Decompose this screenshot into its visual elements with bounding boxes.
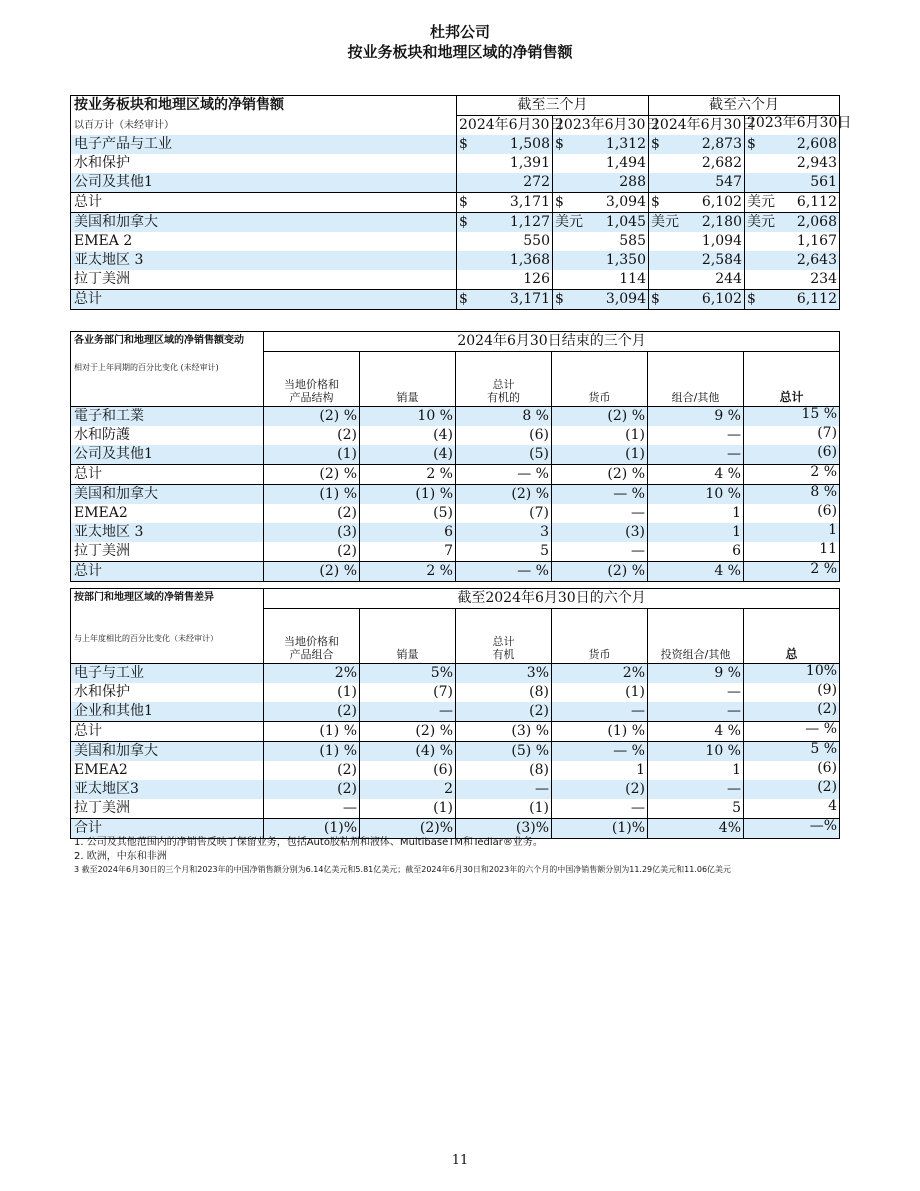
value-cell: (2) [456, 702, 552, 722]
value-cell: — [552, 542, 648, 562]
row-label: 电子产品与工业 [71, 135, 457, 154]
cell-value: 234 [810, 271, 837, 287]
value-cell: (1) % [264, 722, 360, 742]
value-cell: (3)% [456, 819, 552, 839]
currency-symbol: 美元 [651, 214, 679, 230]
value-cell [457, 232, 553, 251]
value-cell: (5) [456, 445, 552, 465]
value-cell: (1) [264, 683, 360, 702]
value-cell: (2) [264, 426, 360, 445]
value-cell: (6) [744, 445, 840, 465]
value-cell: (4) [360, 445, 456, 465]
value-cell: 4 % [648, 465, 744, 485]
table3-col-header: 总计 有机 [456, 609, 552, 664]
value-cell: 10 % [648, 485, 744, 505]
value-cell [745, 251, 840, 270]
value-cell: 1 [648, 504, 744, 523]
currency-symbol: $ [651, 136, 660, 152]
row-label: 電子和工業 [71, 407, 264, 427]
currency-symbol: 美元 [747, 194, 775, 210]
value-cell: (3) [264, 523, 360, 542]
value-cell [649, 290, 745, 310]
cell-value: 561 [810, 174, 837, 190]
value-cell: — [264, 799, 360, 819]
cell-value: 2,584 [701, 252, 742, 268]
cell-value: 1,127 [509, 214, 550, 230]
value-cell: (2) [264, 504, 360, 523]
table1-col-header: 2024年6月30日 [457, 116, 553, 136]
company-title: 杜邦公司 [429, 23, 490, 41]
value-cell [649, 213, 745, 233]
table3-period: 截至2024年6月30日的六个月 [264, 589, 840, 609]
table-row [71, 270, 840, 290]
value-cell: 15 % [744, 407, 840, 427]
value-cell: 4 % [648, 722, 744, 742]
page-title: 按业务板块和地理区域的净销售额 [347, 43, 573, 61]
footnote-2: 2. 欧洲，中东和非洲 [74, 851, 167, 862]
row-label: 水和保护 [74, 155, 130, 171]
three-month-variance-table [70, 331, 840, 582]
row-label: EMEA2 [74, 505, 128, 521]
table-row [71, 485, 840, 505]
value-cell: 6 [360, 523, 456, 542]
row-label: EMEA2 [74, 762, 128, 778]
value-cell: (1) % [552, 722, 648, 742]
value-cell: (2) [744, 702, 840, 722]
value-cell: (2) % [264, 465, 360, 485]
table2-col-header: 销量 [360, 352, 456, 407]
value-cell: (3) [552, 523, 648, 542]
cell-value: 2,643 [796, 252, 837, 268]
value-cell [745, 173, 840, 193]
table3-col-header: 当地价格和 产品组合 [264, 609, 360, 664]
table2-period: 2024年6月30日结束的三个月 [264, 332, 840, 352]
table-row [71, 562, 840, 582]
value-cell: (1) [552, 426, 648, 445]
value-cell: — % [552, 742, 648, 762]
value-cell [553, 290, 649, 310]
value-cell [553, 135, 649, 154]
table-row [71, 154, 840, 173]
cell-value: 1,391 [509, 155, 550, 171]
value-cell: 2 [360, 780, 456, 799]
value-cell: 2 % [360, 562, 456, 582]
value-cell [745, 270, 840, 290]
cell-value: 1,494 [605, 155, 646, 171]
value-cell [553, 270, 649, 290]
table-row [71, 290, 840, 310]
currency-symbol: $ [459, 194, 468, 210]
cell-value: 1,368 [509, 252, 550, 268]
currency-symbol: $ [555, 136, 564, 152]
value-cell [745, 290, 840, 310]
row-label: 亚太地区 3 [71, 523, 264, 542]
value-cell: 6 [648, 542, 744, 562]
value-cell: — [360, 702, 456, 722]
table-row [71, 173, 840, 193]
value-cell: 7 [360, 542, 456, 562]
value-cell: (4) % [360, 742, 456, 762]
cell-value: 2,180 [701, 214, 742, 230]
table3-col-header: 货币 [552, 609, 648, 664]
table-row [71, 664, 840, 684]
currency-symbol: $ [651, 291, 660, 307]
value-cell: 9 % [648, 664, 744, 684]
table-row [71, 445, 840, 465]
value-cell: 5 [456, 542, 552, 562]
value-cell: (1)% [552, 819, 648, 839]
table-row [71, 523, 840, 542]
value-cell: (1) [552, 683, 648, 702]
value-cell [457, 270, 553, 290]
value-cell: 5% [360, 664, 456, 684]
value-cell: (7) [456, 504, 552, 523]
table1-subtitle: 以百万计（未经审计） [74, 119, 174, 131]
value-cell: 5 % [744, 742, 840, 762]
value-cell: (2) % [264, 407, 360, 427]
value-cell: — [648, 702, 744, 722]
cell-value: 3,171 [509, 291, 550, 307]
cell-value: 1,312 [605, 136, 646, 152]
value-cell: (1) [552, 445, 648, 465]
value-cell [553, 251, 649, 270]
value-cell: 3 [456, 523, 552, 542]
cell-value: 2,068 [796, 214, 837, 230]
table3-col-header: 投资组合/其他 [648, 609, 744, 664]
value-cell: — [648, 445, 744, 465]
value-cell [457, 193, 553, 213]
cell-value: 1,508 [509, 136, 550, 152]
value-cell: (4) [360, 426, 456, 445]
table-row [71, 702, 840, 722]
value-cell [649, 232, 745, 251]
table-row [71, 251, 840, 270]
value-cell: 9 % [648, 407, 744, 427]
cell-value: 288 [619, 174, 646, 190]
value-cell [649, 270, 745, 290]
six-month-variance-table [70, 588, 840, 839]
table3-title: 按部门和地理区域的净销售差异 [74, 592, 214, 603]
currency-symbol: $ [747, 291, 756, 307]
row-label: 美国和加拿大 [71, 485, 264, 505]
cell-value: 1,045 [605, 214, 646, 230]
row-label: 拉丁美洲 [74, 271, 130, 287]
value-cell: 2 % [744, 465, 840, 485]
cell-value: 2,873 [701, 136, 742, 152]
table2-col-header: 当地价格和 产品结构 [264, 352, 360, 407]
value-cell: (2) % [456, 485, 552, 505]
cell-value: 2,608 [796, 136, 837, 152]
table-row [71, 426, 840, 445]
table1-col-header: 2024年6月30日 [649, 116, 745, 136]
cell-value: 126 [523, 271, 550, 287]
value-cell: (2) % [552, 407, 648, 427]
table2-col-header: 总计 [744, 352, 840, 407]
table1-title: 按业务板块和地理区域的净销售额 [74, 97, 284, 114]
table2-col-header: 货币 [552, 352, 648, 407]
value-cell: — % [456, 465, 552, 485]
value-cell: 10 % [648, 742, 744, 762]
table3-col-header: 销量 [360, 609, 456, 664]
value-cell [553, 154, 649, 173]
value-cell: 1 [648, 523, 744, 542]
table-row [71, 232, 840, 251]
table1-col-header: 2023年6月30日 [745, 116, 840, 136]
table-row [71, 135, 840, 154]
table-row [71, 761, 840, 780]
row-label: 公司及其他1 [71, 445, 264, 465]
value-cell: — % [552, 485, 648, 505]
row-label: 亚太地区3 [71, 780, 264, 799]
table2-subtitle: 相对于上年同期的百分比变化 (未经审计) [74, 363, 219, 372]
table-row [71, 722, 840, 742]
cell-value: 6,102 [701, 291, 742, 307]
net-sales-table [70, 95, 852, 310]
value-cell: 2 % [744, 562, 840, 582]
value-cell [457, 154, 553, 173]
footnote-3: 3 截至2024年6月30日的三个月和2023年的中国净销售额分别为6.14亿美元和5.81亿美元；截至2024年6月30日和2023年的六个月的中国净销售额分别为11.29亿美元和11.06亿美元 [74, 865, 732, 874]
value-cell [457, 290, 553, 310]
value-cell: 4 [744, 799, 840, 819]
value-cell: — [552, 702, 648, 722]
currency-symbol: $ [747, 136, 756, 152]
value-cell [649, 154, 745, 173]
row-label: 企业和其他1 [71, 702, 264, 722]
value-cell: (1) % [360, 485, 456, 505]
currency-symbol: $ [459, 291, 468, 307]
value-cell: 4% [648, 819, 744, 839]
table-row [71, 504, 840, 523]
cell-value: 550 [523, 233, 550, 249]
cell-value: 547 [715, 174, 742, 190]
table-row [71, 213, 840, 233]
row-label: 总计 [71, 722, 264, 742]
value-cell [553, 173, 649, 193]
table-row [71, 193, 840, 213]
currency-symbol: $ [459, 136, 468, 152]
value-cell: —% [744, 819, 840, 839]
row-label: 电子与工业 [71, 664, 264, 684]
value-cell: (2) [264, 542, 360, 562]
table-row [71, 799, 840, 819]
row-label: 总计 [71, 465, 264, 485]
value-cell: — [648, 426, 744, 445]
value-cell: — [552, 799, 648, 819]
currency-symbol: 美元 [747, 214, 775, 230]
row-label: 亚太地区 3 [71, 251, 457, 270]
value-cell: (8) [456, 683, 552, 702]
value-cell: 10% [744, 664, 840, 684]
row-label: 总计 [71, 290, 457, 310]
value-cell: (6) [360, 761, 456, 780]
value-cell: (2)% [360, 819, 456, 839]
value-cell: (2) % [360, 722, 456, 742]
row-label: 总计 [71, 193, 457, 213]
value-cell: 10 % [360, 407, 456, 427]
value-cell: (3) % [456, 722, 552, 742]
table-row [71, 542, 840, 562]
cell-value: 114 [619, 271, 646, 287]
row-label: 总计 [71, 562, 264, 582]
value-cell: (2) [552, 780, 648, 799]
value-cell: — [552, 504, 648, 523]
value-cell: — % [456, 562, 552, 582]
value-cell: 1 [552, 761, 648, 780]
row-label: 水和保护 [74, 684, 130, 700]
value-cell: (6) [456, 426, 552, 445]
value-cell: (2) [264, 780, 360, 799]
cell-value: 1,167 [796, 233, 837, 249]
value-cell: (5) [360, 504, 456, 523]
currency-symbol: 美元 [555, 214, 583, 230]
cell-value: 3,171 [509, 194, 550, 210]
currency-symbol: $ [651, 194, 660, 210]
value-cell [553, 193, 649, 213]
table3-col-header: 总 [744, 609, 840, 664]
value-cell: 4 % [648, 562, 744, 582]
value-cell: 5 [648, 799, 744, 819]
row-label: EMEA 2 [74, 233, 133, 249]
row-label: 公司及其他1 [71, 173, 457, 193]
value-cell: — % [744, 722, 840, 742]
value-cell: — [648, 780, 744, 799]
table2-title: 各业务部门和地理区域的净销售额变动 [74, 335, 244, 346]
value-cell: (7) [744, 426, 840, 445]
value-cell: 2% [552, 664, 648, 684]
value-cell: 1 [744, 523, 840, 542]
value-cell: (9) [744, 683, 840, 702]
row-label: 美国和加拿大 [71, 213, 457, 233]
value-cell: 8 % [456, 407, 552, 427]
value-cell [553, 232, 649, 251]
value-cell: (2) % [552, 562, 648, 582]
value-cell: — [648, 683, 744, 702]
value-cell: (6) [744, 761, 840, 780]
value-cell: (6) [744, 504, 840, 523]
value-cell [649, 173, 745, 193]
cell-value: 2,682 [701, 155, 742, 171]
row-label: 拉丁美洲 [74, 800, 130, 816]
value-cell: 2 % [360, 465, 456, 485]
currency-symbol: $ [459, 214, 468, 230]
footnotes [74, 836, 844, 876]
value-cell: 8 % [744, 485, 840, 505]
value-cell: (1) [360, 799, 456, 819]
value-cell [649, 251, 745, 270]
value-cell: 2% [264, 664, 360, 684]
table-row [71, 742, 840, 762]
value-cell: (1) [264, 445, 360, 465]
value-cell: 1 [648, 761, 744, 780]
table-row [71, 683, 840, 702]
cell-value: 6,102 [701, 194, 742, 210]
table2-col-header: 总计 有机的 [456, 352, 552, 407]
cell-value: 244 [715, 271, 742, 287]
value-cell [457, 213, 553, 233]
value-cell: (5) % [456, 742, 552, 762]
cell-value: 6,112 [796, 194, 837, 210]
row-label: 合计 [71, 819, 264, 839]
value-cell: (7) [360, 683, 456, 702]
value-cell: — [456, 780, 552, 799]
cell-value: 3,094 [605, 194, 646, 210]
value-cell: (8) [456, 761, 552, 780]
value-cell: 11 [744, 542, 840, 562]
table1-group-six-months: 截至六个月 [649, 96, 840, 116]
cell-value: 1,094 [701, 233, 742, 249]
value-cell [457, 251, 553, 270]
table1-group-three-months: 截至三个月 [457, 96, 649, 116]
table3-subtitle: 与上年度相比的百分比变化（未经审计） [74, 634, 218, 643]
cell-value: 585 [619, 233, 646, 249]
page-number: 11 [451, 1153, 469, 1168]
row-label: 水和防護 [74, 427, 130, 443]
value-cell [745, 135, 840, 154]
cell-value: 1,350 [605, 252, 646, 268]
value-cell [745, 193, 840, 213]
value-cell: (1)% [264, 819, 360, 839]
table-row [71, 780, 840, 799]
value-cell: (2) % [552, 465, 648, 485]
value-cell: (1) % [264, 742, 360, 762]
value-cell [649, 135, 745, 154]
table1-col-header: 2023年6月30日 [553, 116, 649, 136]
value-cell [457, 173, 553, 193]
footnote-1: 1. 公司及其他范围内的净销售反映了保留业务，包括Auto胶粘剂和液体、MultibaseTM和Tedlar®业务。 [74, 837, 543, 848]
value-cell [745, 213, 840, 233]
value-cell: (2) [744, 780, 840, 799]
cell-value: 2,943 [796, 155, 837, 171]
table-row [71, 407, 840, 427]
currency-symbol: $ [555, 194, 564, 210]
table-row [71, 465, 840, 485]
value-cell: (1) [456, 799, 552, 819]
value-cell: (2) [264, 702, 360, 722]
row-label: 拉丁美洲 [74, 543, 130, 559]
value-cell [745, 232, 840, 251]
value-cell [745, 154, 840, 173]
currency-symbol: $ [555, 291, 564, 307]
value-cell: (2) % [264, 562, 360, 582]
cell-value: 3,094 [605, 291, 646, 307]
cell-value: 6,112 [796, 291, 837, 307]
cell-value: 272 [523, 174, 550, 190]
value-cell: 3% [456, 664, 552, 684]
table2-col-header: 组合/其他 [648, 352, 744, 407]
value-cell [457, 135, 553, 154]
value-cell: (1) % [264, 485, 360, 505]
row-label: 美国和加拿大 [71, 742, 264, 762]
value-cell [649, 193, 745, 213]
value-cell [553, 213, 649, 233]
value-cell: (2) [264, 761, 360, 780]
